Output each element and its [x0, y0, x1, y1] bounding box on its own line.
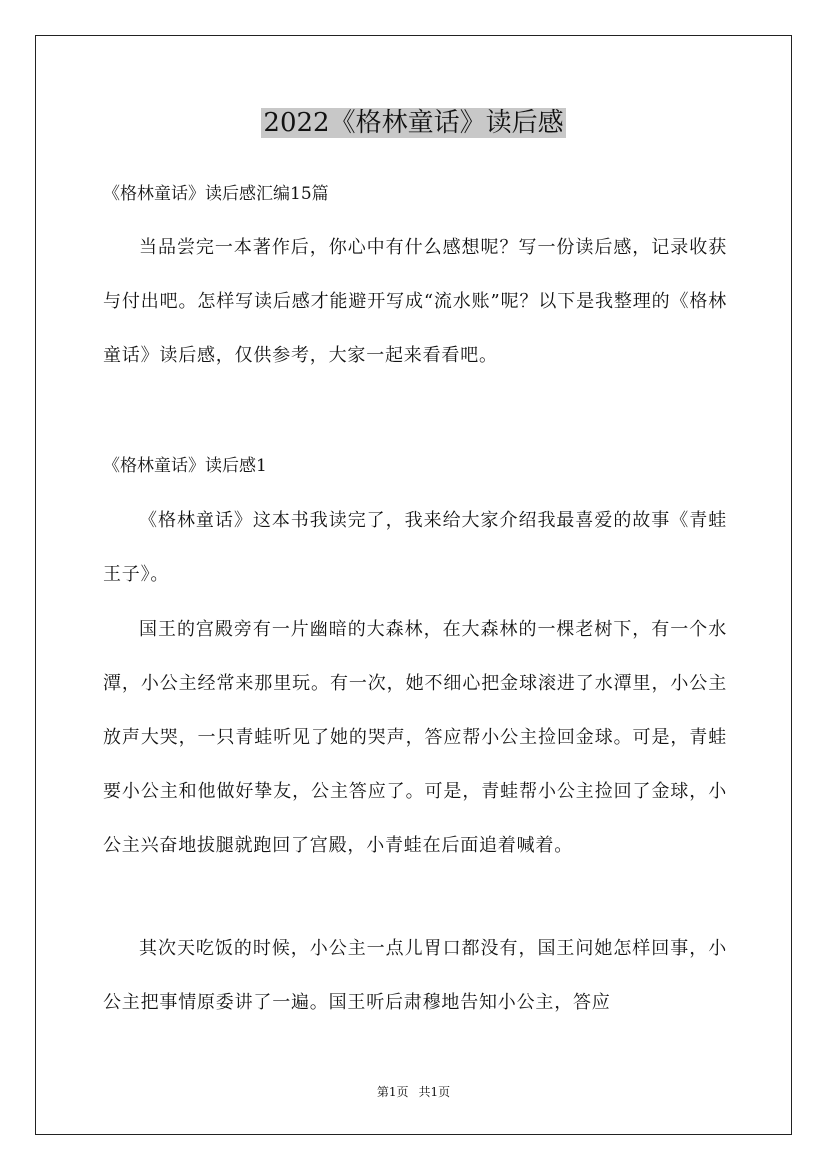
document-subtitle: 《格林童话》读后感汇编15篇 — [103, 184, 329, 204]
page-footer — [0, 1084, 827, 1100]
body-paragraph: 《格林童话》这本书我读完了，我来给大家介绍我最喜爱的故事《青蛙王子》。 — [103, 510, 727, 585]
body-paragraph: 国王的宫殿旁有一片幽暗的大森林，在大森林的一棵老树下，有一个水潭，小公主经常来那里玩。有一次，她不细心把金球滚进了水潭里，小公主放声大哭，一只青蛙听见了她的哭声，答应帮小公主捡回金球。可是，青蛙要小公主和他做好挚友，公主答应了。可是，青蛙帮小公主捡回了金球，小公主兴奋地拔腿就跑回了宫殿，小青蛙在后面追着喊着。 — [103, 619, 727, 856]
document-title-text: 2022《格林童话》读后感 — [263, 108, 564, 138]
intro-paragraph: 当品尝完一本著作后，你心中有什么感想呢？写一份读后感，记录收获与付出吧。怎样写读后感才能避开写成“流水账”呢？以下是我整理的《格林童话》读后感，仅供参考，大家一起来看看吧。 — [103, 237, 727, 366]
page-total: 共1页 — [418, 1085, 451, 1099]
page-number: 第1页 — [376, 1085, 409, 1099]
document-title — [0, 103, 827, 143]
section-heading: 《格林童话》读后感1 — [103, 456, 267, 476]
body-paragraph: 其次天吃饭的时候，小公主一点儿胃口都没有，国王问她怎样回事，小公主把事情原委讲了一遍。国王听后肃穆地告知小公主，答应 — [103, 938, 727, 1013]
